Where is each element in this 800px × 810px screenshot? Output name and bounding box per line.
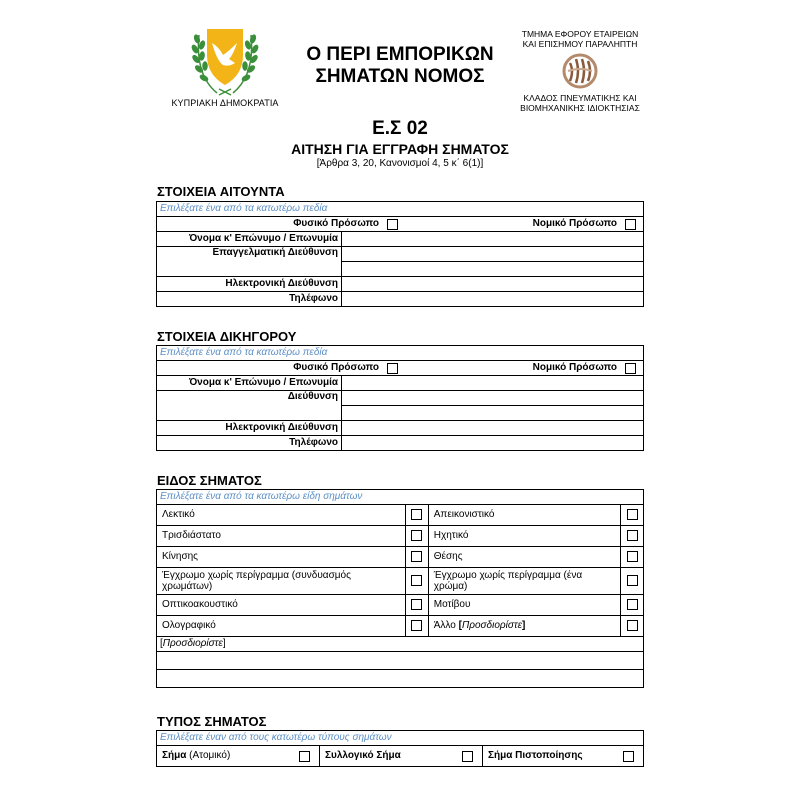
kind-label-colour-combination: Έγχρωμο χωρίς περίγραμμα (συνδυασμός χρωμάτων)	[157, 568, 406, 595]
applicant-name-input[interactable]	[342, 232, 644, 247]
kind-motion-checkbox[interactable]	[411, 551, 422, 562]
lawyer-address-label: Διεύθυνση	[157, 391, 342, 421]
kind-label-multimedia: Οπτικοακουστικό	[157, 595, 406, 616]
applicant-hint: Επιλέξατε ένα από τα κατωτέρω πεδία	[157, 202, 644, 217]
form-articles: [Άρθρα 3, 20, Κανονισμοί 4, 5 κ΄ 6(1)]	[316, 158, 484, 169]
specify-input-1[interactable]	[157, 652, 644, 670]
law-title	[290, 44, 510, 88]
specify-label: Προσδιορίστε	[162, 638, 223, 649]
legal-person-label: Νομικό Πρόσωπο	[532, 218, 617, 229]
registrar-line1: ΤΜΗΜΑ ΕΦΟΡΟΥ ΕΤΑΙΡΕΙΩΝ	[521, 29, 639, 39]
applicant-phone-label: Τηλέφωνο	[157, 292, 342, 307]
kind-label-hologram: Ολογραφικό	[157, 616, 406, 637]
applicant-legal-person-option[interactable]	[400, 218, 640, 230]
certification-label: Σήμα Πιστοποίησης	[488, 750, 583, 761]
mark-kind-row	[157, 616, 644, 637]
individual-label-bold: Σήμα	[162, 750, 187, 761]
applicant-table	[156, 201, 644, 307]
mark-kind-section-title: ΕΙΔΟΣ ΣΗΜΑΤΟΣ	[157, 473, 262, 488]
mark-kind-row	[157, 505, 644, 526]
lawyer-address-input-2[interactable]	[342, 406, 644, 421]
lawyer-natural-person-option[interactable]	[160, 362, 400, 374]
ip-branch-line2: ΒΙΟΜΗΧΑΝΙΚΗΣ ΙΔΙΟΚΤΗΣΙΑΣ	[520, 103, 640, 113]
republic-caption: ΚΥΠΡΙΑΚΗ ΔΗΜΟΚΡΑΤΙΑ	[171, 98, 279, 108]
lawyer-section-title: ΣΤΟΙΧΕΙΑ ΔΙΚΗΓΟΡΟΥ	[157, 329, 297, 344]
lawyer-natural-person-checkbox[interactable]	[387, 363, 398, 374]
individual-label-rest: (Ατομικό)	[189, 750, 231, 761]
kind-3d-checkbox[interactable]	[411, 530, 422, 541]
natural-person-label: Φυσικό Πρόσωπο	[293, 218, 379, 229]
applicant-phone-input[interactable]	[342, 292, 644, 307]
kind-label-position: Θέσης	[428, 547, 620, 568]
other-specify-hint: Προσδιορίστε	[461, 620, 522, 631]
kind-label-sound: Ηχητικό	[428, 526, 620, 547]
lawyer-hint: Επιλέξατε ένα από τα κατωτέρω πεδία	[157, 346, 644, 361]
law-title-line2: ΣΗΜΑΤΩΝ ΝΟΜΟΣ	[315, 66, 485, 87]
registrar-globe-icon	[562, 53, 598, 89]
kind-label-single-colour: Έγχρωμο χωρίς περίγραμμα (ένα χρώμα)	[428, 568, 620, 595]
form-title: ΑΙΤΗΣΗ ΓΙΑ ΕΓΓΡΑΦΗ ΣΗΜΑΤΟΣ	[291, 141, 509, 157]
ip-branch-line1: ΚΛΑΔΟΣ ΠΝΕΥΜΑΤΙΚΗΣ ΚΑΙ	[523, 93, 637, 103]
mark-kind-table	[156, 489, 644, 688]
registrar-line2: ΚΑΙ ΕΠΙΣΗΜΟΥ ΠΑΡΑΛΗΠΤΗ	[522, 39, 638, 49]
collective-label: Συλλογικό Σήμα	[325, 750, 401, 761]
applicant-email-input[interactable]	[342, 277, 644, 292]
kind-label-figurative: Απεικονιστικό	[428, 505, 620, 526]
kind-single-colour-checkbox[interactable]	[627, 575, 638, 586]
type-individual-option[interactable]	[157, 746, 320, 767]
mark-kind-row	[157, 595, 644, 616]
kind-label-3d: Τρισδιάστατο	[157, 526, 406, 547]
kind-position-checkbox[interactable]	[627, 551, 638, 562]
kind-label-verbal: Λεκτικό	[157, 505, 406, 526]
registrar-logo	[505, 29, 655, 113]
lawyer-table	[156, 345, 644, 451]
other-label: Άλλο	[433, 620, 456, 631]
cyprus-republic-logo	[170, 25, 280, 108]
lawyer-address-input-1[interactable]	[342, 391, 644, 406]
mark-kind-row	[157, 547, 644, 568]
mark-kind-row	[157, 568, 644, 595]
type-individual-checkbox[interactable]	[299, 751, 310, 762]
lawyer-name-input[interactable]	[342, 376, 644, 391]
lawyer-legal-person-checkbox[interactable]	[625, 363, 636, 374]
type-certification-checkbox[interactable]	[623, 751, 634, 762]
applicant-address-label: Επαγγελματική Διεύθυνση	[157, 247, 342, 277]
specify-input-2[interactable]	[157, 670, 644, 688]
type-collective-option[interactable]	[320, 746, 483, 767]
law-title-line1: Ο ΠΕΡΙ ΕΜΠΟΡΙΚΩΝ	[306, 44, 494, 65]
coat-of-arms-icon	[185, 25, 265, 97]
applicant-address-input-2[interactable]	[342, 262, 644, 277]
kind-hologram-checkbox[interactable]	[411, 620, 422, 631]
applicant-natural-person-checkbox[interactable]	[387, 219, 398, 230]
kind-figurative-checkbox[interactable]	[627, 509, 638, 520]
kind-verbal-checkbox[interactable]	[411, 509, 422, 520]
applicant-section-title: ΣΤΟΙΧΕΙΑ ΑΙΤΟΥΝΤΑ	[157, 184, 285, 199]
kind-other-checkbox[interactable]	[627, 620, 638, 631]
kind-sound-checkbox[interactable]	[627, 530, 638, 541]
type-certification-option[interactable]	[483, 746, 644, 767]
specify-label-cell: [Προσδιορίστε]	[157, 637, 644, 652]
mark-type-hint: Επιλέξατε έναν από τους κατωτέρω τύπους σημάτων	[157, 731, 644, 746]
applicant-natural-person-option[interactable]	[160, 218, 400, 230]
applicant-name-label: Όνομα κ' Επώνυμο / Επωνυμία	[157, 232, 342, 247]
kind-label-pattern: Μοτίβου	[428, 595, 620, 616]
kind-label-motion: Κίνησης	[157, 547, 406, 568]
kind-multimedia-checkbox[interactable]	[411, 599, 422, 610]
applicant-email-label: Ηλεκτρονική Διεύθυνση	[157, 277, 342, 292]
applicant-address-input-1[interactable]	[342, 247, 644, 262]
type-collective-checkbox[interactable]	[462, 751, 473, 762]
lawyer-phone-label: Τηλέφωνο	[157, 436, 342, 451]
kind-colour-combination-checkbox[interactable]	[411, 575, 422, 586]
natural-person-label: Φυσικό Πρόσωπο	[293, 362, 379, 373]
kind-label-other: Άλλο [Προσδιορίστε]	[428, 616, 620, 637]
form-code: Ε.Σ 02	[372, 118, 428, 139]
lawyer-legal-person-option[interactable]	[400, 362, 640, 374]
kind-pattern-checkbox[interactable]	[627, 599, 638, 610]
mark-type-table	[156, 730, 644, 767]
lawyer-email-input[interactable]	[342, 421, 644, 436]
mark-kind-row	[157, 526, 644, 547]
lawyer-phone-input[interactable]	[342, 436, 644, 451]
mark-type-section-title: ΤΥΠΟΣ ΣΗΜΑΤΟΣ	[157, 714, 267, 729]
mark-kind-hint: Επιλέξατε ένα από τα κατωτέρω είδη σημάτων	[157, 490, 644, 505]
applicant-legal-person-checkbox[interactable]	[625, 219, 636, 230]
legal-person-label: Νομικό Πρόσωπο	[532, 362, 617, 373]
lawyer-name-label: Όνομα κ' Επώνυμο / Επωνυμία	[157, 376, 342, 391]
lawyer-email-label: Ηλεκτρονική Διεύθυνση	[157, 421, 342, 436]
